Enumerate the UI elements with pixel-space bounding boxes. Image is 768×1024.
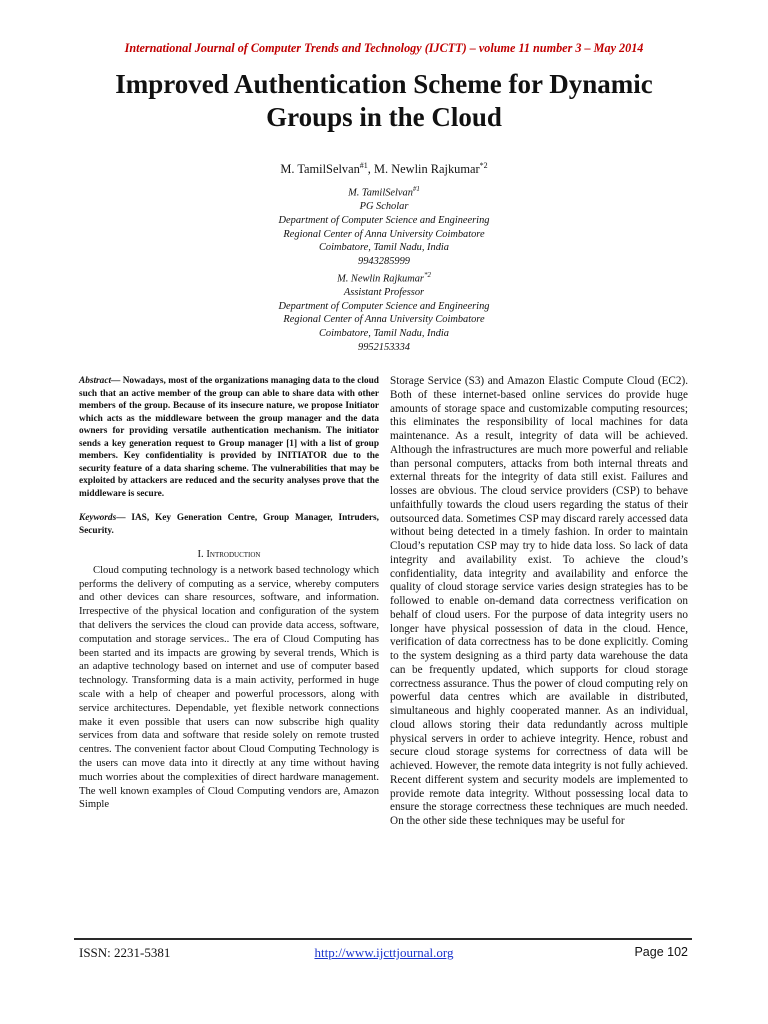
affil-2-name: M. Newlin Rajkumar	[337, 273, 424, 285]
footer-page-number: Page 102	[634, 945, 688, 959]
affil-2-dept: Department of Computer Science and Engineering	[278, 300, 490, 312]
author-1-sup: #1	[359, 161, 368, 170]
abstract-label: Abstract	[79, 376, 112, 386]
author-2-sup: *2	[479, 161, 488, 170]
affil-2-role: Assistant Professor	[343, 286, 425, 298]
affil-1-dept: Department of Computer Science and Engineering	[278, 214, 490, 226]
affiliations	[0, 183, 768, 354]
section-title: Introduction	[206, 549, 261, 560]
footer-issn: ISSN: 2231-5381	[79, 945, 171, 960]
abstract-text: Nowadays, most of the organizations managing data to the cloud such that an active member of the group can able to share data with other members of the group. Because of its insecure nature, we propose Initiator which acts as the middleware between the group manager and the data owners for providing versatile authentication mechanism. The initiator sends a key generation request to Group manager [1] with a list of group members. Key confidentiality is provided by INITIATOR due to the security feature of a data sharing scheme. The vulnerabilities that may be exploited by attackers are reduced and the security analyses prove that the middleware is secure.	[79, 376, 379, 499]
introduction-paragraph: Cloud computing technology is a network based technology which performs the delivery of computing as a service, whereby computers and other devices can share resources, software, and information. Irrespective of the physical location and configuration of the system that delivers the services the cloud can provide data access, software, computation and storage services.. The era of Cloud Computing has been started and its impacts are growing by several trends, Which is an adaptive technology based on internet and use of computer based technology. Transforming data is a main activity, performed in huge scale with a help of cheaper and powerful processors, along with service architectures. Dependable, yet flexible network connections make it even possible that users can now subscribe high quality services from data and software that reside solely on remote trusted centres. The convenient factor about Cloud Computing Technology is the users can move data into it directly at any time without having much worries about the complexities of direct hardware management. The well known examples of Cloud Computing vendors are, Amazon Simple	[79, 564, 379, 811]
affil-1-name-line	[0, 183, 768, 200]
affil-1-city: Coimbatore, Tamil Nadu, India	[319, 242, 449, 254]
footer-divider	[74, 938, 692, 940]
affil-1-role: PG Scholar	[359, 201, 409, 213]
affil-1-sup: #1	[412, 185, 420, 193]
abstract-dash: —	[111, 376, 123, 386]
footer-journal-link[interactable]: http://www.ijcttjournal.org	[314, 945, 454, 960]
section-heading-introduction	[79, 548, 379, 562]
affil-2-city: Coimbatore, Tamil Nadu, India	[319, 327, 449, 339]
affil-2-phone: 9952153334	[358, 341, 410, 353]
affil-2-name-line	[0, 269, 768, 286]
right-column	[390, 375, 688, 829]
affil-2-inst: Regional Center of Anna University Coimbatore	[283, 314, 485, 326]
journal-header: International Journal of Computer Trends and Technology (IJCTT) – volume 11 number 3 – May 2014	[124, 41, 644, 55]
keywords-text: IAS, Key Generation Centre, Group Manager, Intruders, Security.	[79, 513, 379, 536]
affil-1-inst: Regional Center of Anna University Coimbatore	[283, 228, 485, 240]
author-1: M. TamilSelvan	[280, 162, 360, 177]
author-2: M. Newlin Rajkumar	[373, 162, 480, 177]
left-column	[79, 375, 379, 812]
affil-2-sup: *2	[423, 270, 431, 279]
keywords-dash: —	[116, 513, 132, 523]
affil-1-phone: 9943285999	[358, 255, 410, 267]
section-number: I.	[197, 549, 204, 560]
title-line-1: Improved Authentication Scheme for Dynamic	[115, 69, 653, 99]
author-separator: ,	[367, 162, 374, 177]
paper-title	[40, 68, 728, 134]
title-line-2: Groups in the Cloud	[266, 102, 502, 132]
affil-1-name: M. TamilSelvan	[348, 187, 413, 199]
author-list	[0, 161, 768, 177]
abstract	[79, 375, 379, 500]
keywords-label: Keywords	[79, 513, 117, 523]
keywords	[79, 512, 379, 537]
right-column-paragraph: Storage Service (S3) and Amazon Elastic Compute Cloud (EC2). Both of these internet-based online services do provide huge amounts of storage space and customizable computing resources; this eliminates the responsibility of local machines for data maintenance. As a result, integrity of data will be achieved. Although the infrastructures are much more powerful and reliable than personal computers, attacks from both internal threats and external threats for the integrity of data still exist. Failures and losses are obvious. The cloud service providers (CSP) to behave unfaithfully towards the cloud users regarding the status of their outsourced data. Sometimes CSP may discard rarely accessed data without being detected in a timely fashion. In order to maintain Cloud’s reputation CSP may try to hide data loss. So lack of data integrity and availability exist. To achieve the cloud’s confidentiality, data integrity and availability and enforce the quality of cloud storage service varies design strategies has to be followed to enable on-demand data correctness verification on behalf of cloud users. For the purpose of data integrity users no longer have physical possession of data in the cloud. Hence, verification of data correctness has to be done explicitly. Coming to the system designing as a third party data warehouse the data can be frequently updated, which supports for cloud storage correctness assurance. Thus the power of cloud computing rely on powerful data centres which are available in distributed, simultaneous and highly cooperated manner. As an individual, cloud allows storing their data redundantly across multiple physical servers in order to achieve integrity. Hence, robust and secure cloud storage systems for correctness of data will be achieved. However, the remote data integrity is not fully achieved. Recent different system and security models are implemented to provide remote data integrity. Without possessing local data to ensure the storage correctness these techniques are much needed. On the other side these techniques may be useful for	[390, 375, 688, 827]
